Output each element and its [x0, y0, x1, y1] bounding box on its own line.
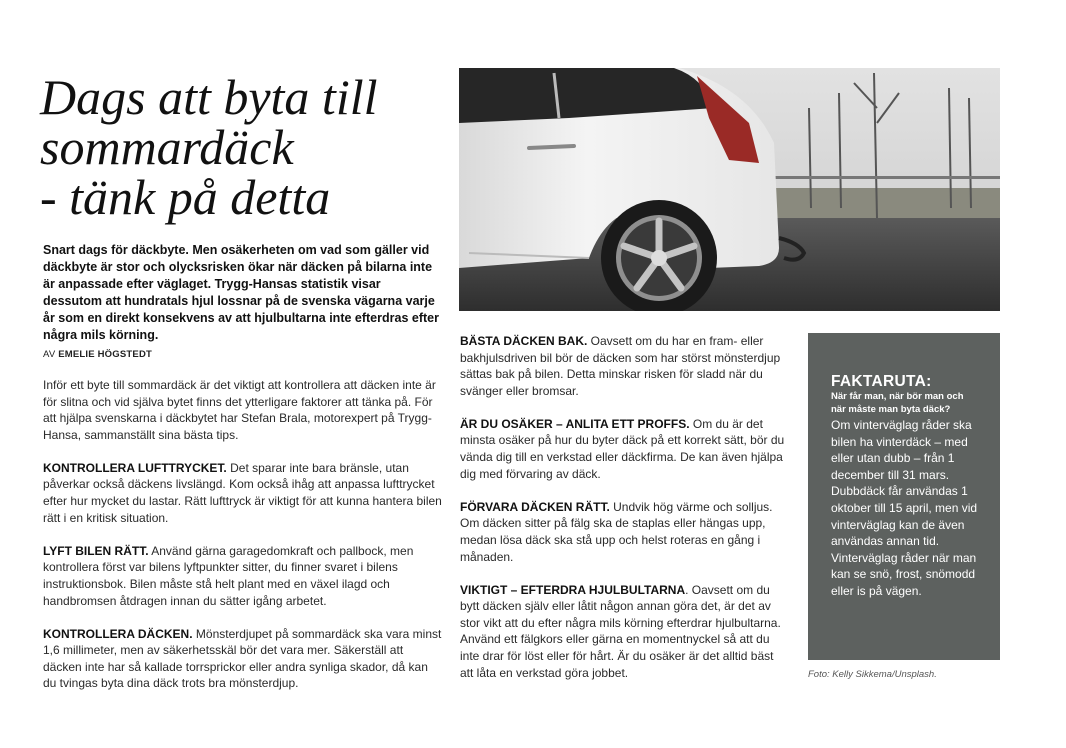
section-text: Mönsterdjupet på sommardäck ska vara minst 1,6 millimeter, men av säkerhetsskäl bör det vara mer. Säkerställ att däcken inte har så kallade torrsprickor eller andra synliga skador, då kan du tvingas byta dina däck trots bra mönsterdjup.: [43, 626, 442, 691]
section-efterdra: [460, 582, 785, 682]
fact-box-subtitle: När får man, när bör man och när måste man byta däck?: [831, 391, 964, 415]
section-heading: KONTROLLERA DÄCKEN.: [43, 626, 193, 641]
section-text: Undvik hög värme och solljus. Om däcken sitter på fälg ska de staplas eller hängas upp, medan lösa däck ska stå upp och helst roteras en gång i månaden.: [460, 499, 773, 564]
photo-credit: Foto: Kelly Sikkema/Unsplash.: [808, 669, 937, 680]
section-anlita-proffs: [460, 416, 785, 482]
car-photo: [459, 68, 1000, 311]
section-heading: ÄR DU OSÄKER – ANLITA ETT PROFFS.: [460, 416, 690, 431]
section-kontrollera-dacken: [43, 626, 443, 692]
body-column-middle: [460, 333, 785, 698]
fact-box-body: Om vinterväglag råder ska bilen ha vinterdäck – med eller utan dubb – från 1 december till 31 mars. Dubbdäck får användas 1 oktober till 15 april, men vid vinterväglag kan de även användas annan tid. Vinterväglag råder när man kan se snö, frost, snömodd eller is på vägen.: [831, 418, 978, 598]
section-text: Oavsett om du har en fram- eller bakhjulsdriven bil bör de däcken som har störst mönsterdjup sättas bak på bilen. Detta minskar risken för sladd när du svänger eller bromsar.: [460, 334, 781, 398]
byline-prefix: AV: [43, 349, 56, 360]
section-text: Använd gärna garagedomkraft och pallbock, men kontrollera först var bilens lyftpunkter sitter, du finner svaret i bilens instruktionsbok. Bilen måste stå helt plant med en växel ilagd och handbromsen åtdragen innan du sätter igång arbetet.: [43, 543, 414, 608]
section-heading: KONTROLLERA LUFTTRYCKET.: [43, 460, 227, 475]
section-lufttryck: [43, 460, 443, 526]
byline: [43, 349, 152, 360]
body-column-left: [43, 377, 443, 709]
title-line-1: Dags att byta till: [40, 69, 378, 125]
intro-paragraph: Inför ett byte till sommardäck är det viktigt att kontrollera att däcken inte är för slitna och vid själva bytet finns det ytterligare faktorer att tänka på. För att hjälpa svenskarna i däckbytet har Stefan Brala, motorexpert på Trygg-Hansa, sammanställt sina bästa tips.: [43, 378, 436, 442]
section-forvara: [460, 499, 785, 565]
fact-box-title: FAKTARUTA:: [831, 373, 932, 390]
section-lyft: [43, 543, 443, 609]
title-line-3: - tänk på detta: [40, 169, 331, 225]
section-heading: FÖRVARA DÄCKEN RÄTT.: [460, 499, 610, 514]
fact-box: [808, 333, 1000, 660]
car-wheel-image: [459, 68, 1000, 311]
section-text: Det sparar inte bara bränsle, utan påverkar också däckens livslängd. Kom också ihåg att anpassa lufttrycket efter hur mycket du lastar. Rätt lufttryck är viktigt för att kunna hantera bilen rätt i en kritisk situation.: [43, 460, 442, 525]
section-basta-dacken-bak: [460, 333, 785, 399]
article-lead: Snart dags för däckbyte. Men osäkerheten om vad som gäller vid däckbyte är stor och olycksrisken ökar när däcken på bilarna inte är anpassade efter väglaget. Trygg-Hansas statistik visar dessutom att hundratals hjul lossnar på de svenska vägarna varje år som en direkt konsekvens av att hjulbultarna inte efterdras efter några mils körning.: [43, 243, 439, 342]
title-line-2: sommardäck: [40, 119, 294, 175]
section-text: Om du är det minsta osäker på hur du byter däck på ett korrekt sätt, bör du vända dig till en verkstad eller däckfirma. De kan även hjälpa dig med förvaring av däck.: [460, 416, 785, 481]
article-title: [40, 69, 460, 225]
section-heading: BÄSTA DÄCKEN BAK.: [460, 334, 588, 348]
byline-author: EMELIE HÖGSTEDT: [58, 349, 153, 360]
section-text: . Oavsett om du bytt däcken själv eller låtit någon annan göra det, är det av stor vikt att du efter några mils körning efterdrar hjulbultarna. Använd ett fälgkors eller gärna en momentnyckel så att du inte drar för löst eller för hårt. Är du osäker är det alltid bäst att låta en verkstad göra jobbet.: [460, 582, 781, 680]
section-heading: LYFT BILEN RÄTT.: [43, 543, 149, 558]
section-heading: VIKTIGT – EFTERDRA HJULBULTARNA: [460, 582, 686, 597]
